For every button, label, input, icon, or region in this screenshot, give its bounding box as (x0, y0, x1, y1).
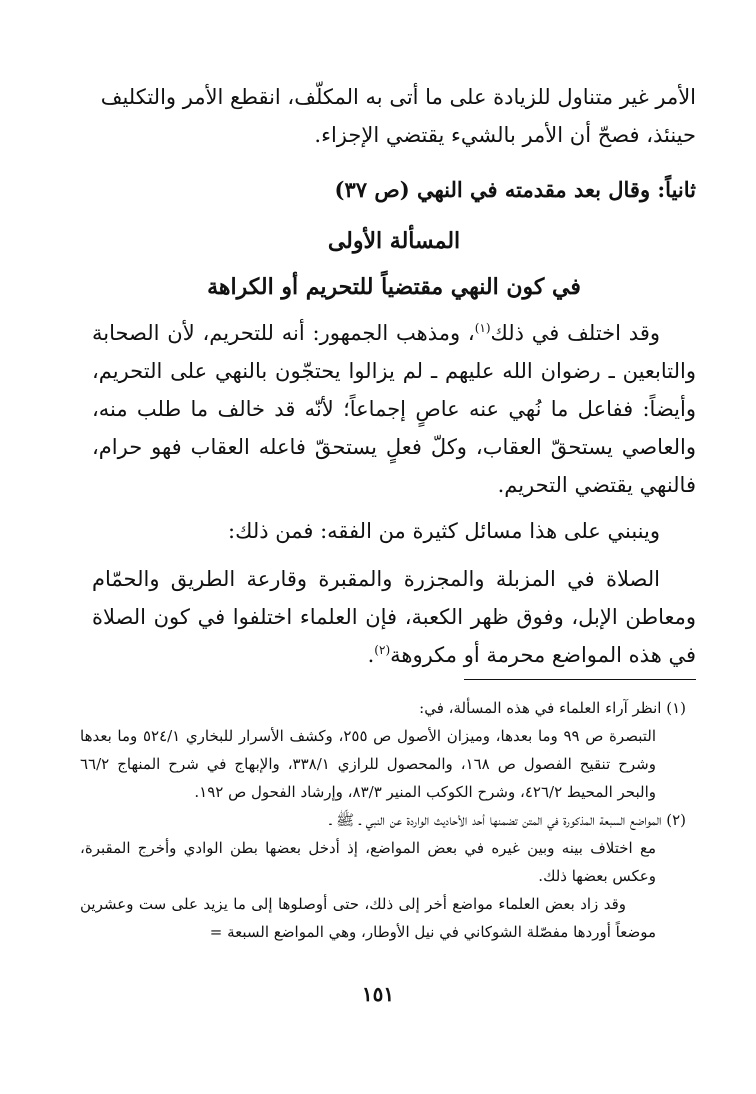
intro-line-2: حينئذ، فصحّ أن الأمر بالشيء يقتضي الإجزاء. (314, 123, 696, 147)
paragraph-salat (92, 560, 696, 674)
page-number: ١٥١ (361, 982, 395, 1006)
footnote-2-continuation: وقد زاد بعض العلماء مواضع أخر إلى ذلك، حتى أوصلوها إلى ما يزيد على ست وعشرين موضعاً أوردها مفصّلة الشوكاني في نيل الأوطار، وهي المواضع السبعة = (80, 895, 656, 941)
para1-lead: وقد اختلف في ذلك (490, 321, 660, 345)
para3-text: الصلاة في المزبلة والمجزرة والمقبرة وقارعة الطريق والحمّام ومعاطن الإبل، وفوق ظهر الكعبة، فإن العلماء اختلفوا في كون الصلاة في هذه المواضع محرمة أو مكروهة (92, 567, 696, 667)
page-body (92, 78, 696, 674)
footnote-1-intro: انظر آراء العلماء في هذه المسألة، في: (419, 699, 662, 717)
footnote-1-first (80, 694, 686, 722)
paragraph-jumhur (92, 314, 696, 504)
footnote-ref-1[interactable]: (١) (474, 321, 491, 335)
section-heading: ثانياً: وقال بعد مقدمته في النهي (ص ٣٧) (334, 177, 696, 202)
footnote-2-intro: المواضع السبعة المذكورة في المتن تضمنها أحد الأحاديث الواردة عن النبي ـ ﷺ ـ (329, 811, 662, 829)
masala-title: المسألة الأولى (327, 228, 461, 254)
footnote-2-first (80, 806, 686, 834)
footnote-ref-2[interactable]: (٢) (374, 643, 391, 657)
footnote-2-body: مع اختلاف بينه وبين غيره في بعض المواضع، إذ أدخل بعضها بطن الوادي وأخرج المقبرة، وعكس بعضها ذلك. (80, 839, 656, 885)
footnote-1-label: (١) (666, 699, 686, 717)
para3-end: . (367, 643, 375, 667)
footnotes (80, 694, 686, 946)
masala-subtitle: في كون النهي مقتضياً للتحريم أو الكراهة (207, 274, 581, 300)
paragraph-masail: وينبني على هذا مسائل كثيرة من الفقه: فمن ذلك: (228, 519, 660, 543)
footnote-2-label: (٢) (666, 811, 686, 829)
intro-line-1: الأمر غير متناول للزيادة على ما أتى به المكلّف، انقطع الأمر والتكليف (100, 85, 696, 109)
footnote-1-body: التبصرة ص ٩٩ وما بعدها، وميزان الأصول ص ٢٥٥، وكشف الأسرار للبخاري ٥٢٤/١ وما بعدها وشرح تنقيح الفصول ص ١٦٨، والمحصول للرازي ٣٣٨/١، والإبهاج في شرح المنهاج ٦٦/٢ والبحر المحيط ٤٢٦/٢، وشرح الكوكب المنير ٨٣/٣، وإرشاد الفحول ص ١٩٢. (80, 727, 656, 801)
para1-rest: ، ومذهب الجمهور: أنه للتحريم، لأن الصحابة والتابعين ـ رضوان الله عليهم ـ لم يزالوا يحتجّون بالنهي على التحريم، وأيضاً: ففاعل ما نُهي عنه عاصٍ إجماعاً؛ لأنّه قد خالف ما طلب منه، والعاصي يستحقّ العقاب، وكلّ فعلٍ يستحقّ فاعله العقاب فهو حرام، فالنهي يقتضي التحريم. (92, 321, 696, 497)
footnote-divider (464, 679, 696, 680)
